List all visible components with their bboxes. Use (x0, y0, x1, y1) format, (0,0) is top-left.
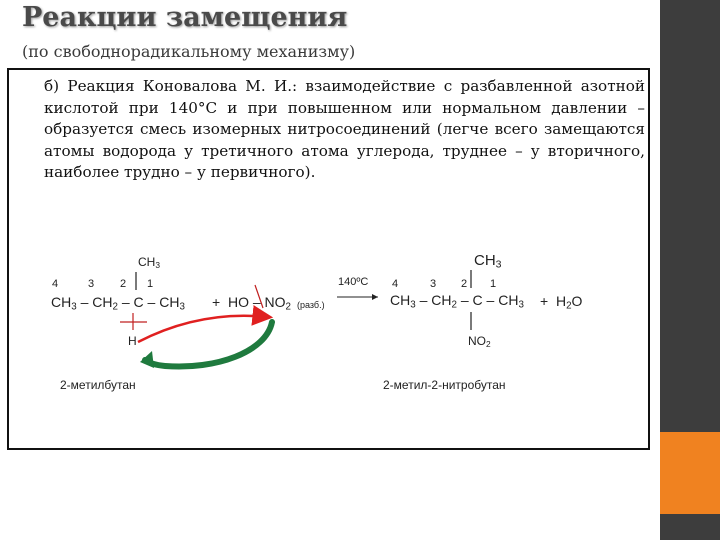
product-num-1: 1 (490, 278, 497, 290)
red-arrow (138, 316, 268, 342)
reagent-note: (разб.) (297, 300, 325, 310)
product-top-ch3: $CH_3$ (474, 252, 502, 271)
description-paragraph: б) Реакция Коновалова М. И.: взаимодействие с разбавленной азотной кислотой при 140°С и при повышенном или нормальном давлении – образуется смесь изомерных нитросоединений (легче всего замещаются атомы водорода у третичного атома углерода, труднее – у вторичного, наиболее трудно – у первичного). (44, 77, 645, 181)
slide-subtitle: (по свободнорадикальному механизму) (22, 42, 356, 61)
reactant-num-1: 1 (147, 278, 154, 290)
green-arrow (145, 322, 272, 367)
reactant-h-atom: H (128, 334, 137, 348)
slide-title: Реакции замещения (22, 2, 348, 33)
reactant-top-ch3: $CH_3$ (138, 255, 161, 271)
product-num-2: 2 (461, 278, 468, 290)
product-no2: $NO_2$ (468, 334, 491, 350)
byproduct-water: + $H_2O$ (540, 293, 583, 312)
product-chain: $CH_3 - CH_2$ – C – $CH_3$ (390, 292, 524, 311)
reactant-name: 2-метилбутан (60, 378, 136, 392)
reactant-num-4: 4 (52, 278, 59, 290)
product-num-3: 3 (430, 278, 437, 290)
reactant-num-3: 3 (88, 278, 95, 290)
reaction-condition: 140ºС (338, 276, 369, 288)
reactant-chain: $CH_3 - CH_2$ – C – $CH_3$ (51, 294, 185, 313)
condition-arrow-head (372, 294, 378, 300)
product-name: 2-метил-2-нитробутан (383, 378, 506, 392)
reactant-num-2: 2 (120, 278, 127, 290)
product-num-4: 4 (392, 278, 399, 290)
reagent-formula: + HO – $NO_2$ (212, 294, 291, 313)
